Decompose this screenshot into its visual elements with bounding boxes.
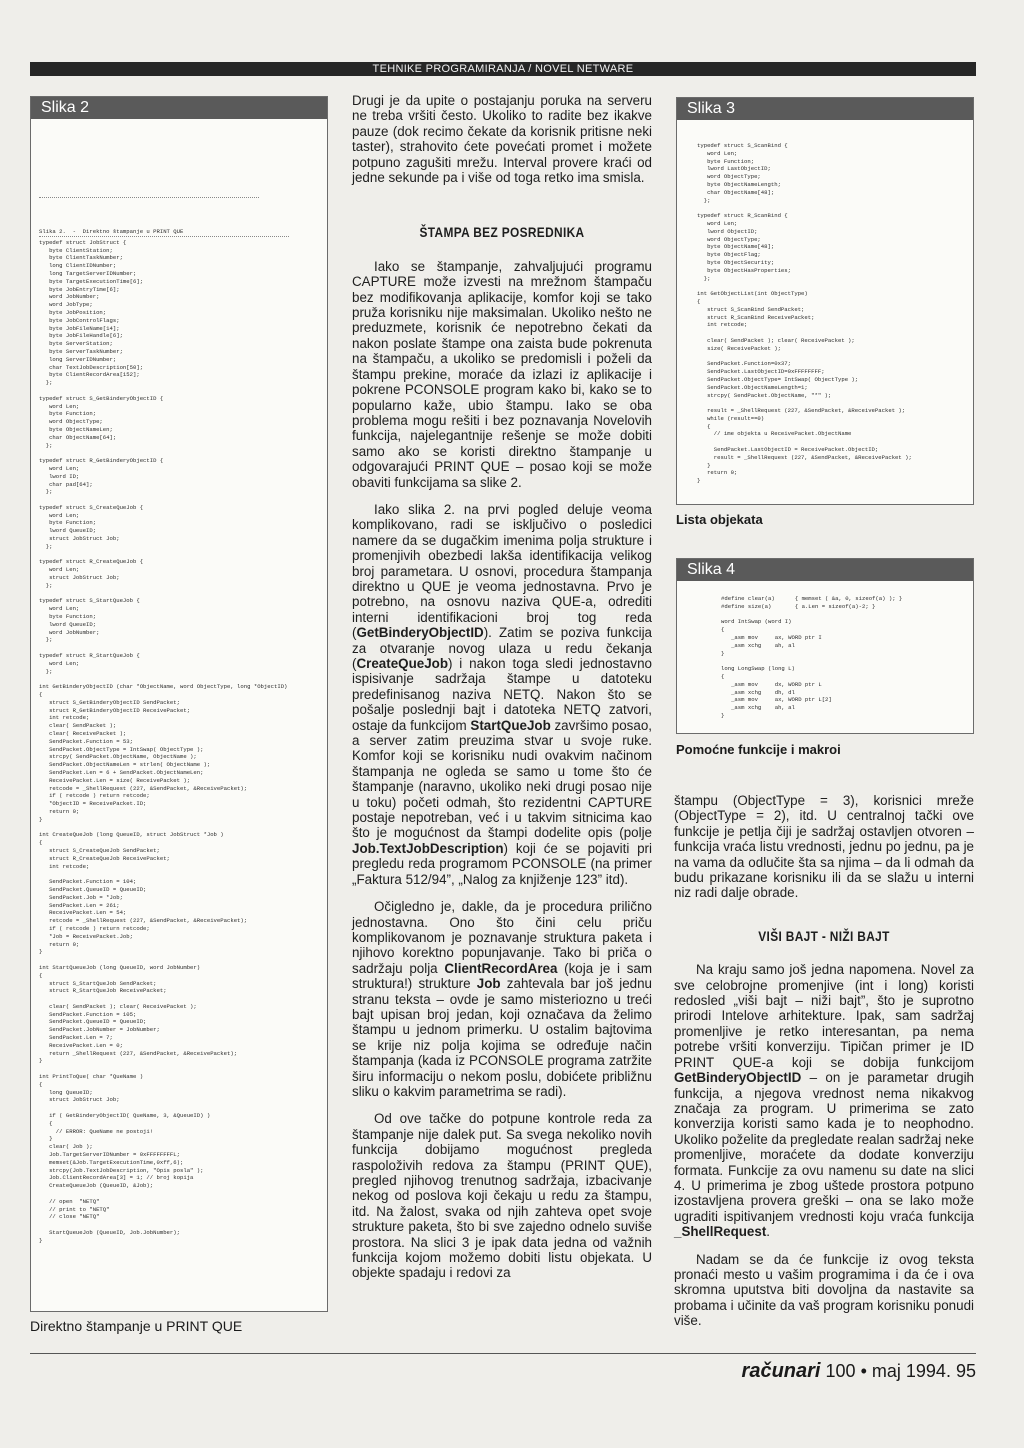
- paragraph: Drugi je da upite o postajanju poruka na serveru ne treba vršiti često. Ukoliko to radite bez ikakve pauze (dok recimo čekate da korisnik pritisne neki taster), strahovito ćete povećati promet i možete potpuno zagušiti mrežu. Interval provere kraći od jedne sekunde pa i više od toga retko ima smisla.: [352, 93, 652, 186]
- page-number: 95: [955, 1361, 976, 1381]
- figure-slika-2: [30, 96, 328, 1312]
- figure-caption: Lista objekata: [676, 512, 763, 527]
- paragraph: Očigledno je, dakle, da je procedura prilično jednostavna. Ono što čini celu priču komplikovanom je poznavanje struktura paketa i njihovo korektno popunjavanje. Tako bi priča o sadržaju polja ClientRecordArea (koja je i sam struktura!) strukture Job zahtevala bar još jednu stranu teksta – ovde je samo misteriozno u treći bajt upisan broj jedan, koji označava da želimo štampu u jednom primerku. U ostalim bajtovima se krije niz polja kojima se određuje način štampanja (kada iz PCONSOLE programa zatržite širu informaciju o nekom poslu, dobićete približnu sliku o kakvim parametrima se radi).: [352, 899, 652, 1099]
- code-heading: Slika 2. - Direktno štampanje u PRINT QUE: [39, 228, 184, 235]
- section-heading: VIŠI BAJT - NIŽI BAJT: [758, 927, 890, 944]
- divider: [39, 236, 289, 237]
- issue-date: maj 1994.: [871, 1361, 951, 1381]
- paragraph: štampu (ObjectType = 3), korisnici mreže (ObjectType = 2), itd. U centralnoj tački ove funkcije je petlja čiji je sadržaj ostavljen otvoren – funkcija vraća listu vrednosti, jednu po jednu, pa je na vama da odlučite šta sa njima – da li odmah da budu prikazane korisniku ili da se slažu u interni niz radi dalje obrade.: [674, 793, 974, 901]
- figure-slika-3: [676, 97, 974, 505]
- code-listing: typedef struct S_ScanBind { word Len; byte Function; lword LastObjectID; word ObjectType; byte ObjectNameLength; char ObjectName[48]; }; typedef struct R_ScanBind { word Len; lword ObjectID; word ObjectType; byte ObjectName[48]; byte ObjectFlag; byte ObjectSecurity; byte ObjectHasProperties; }; int GetObjectList(int ObjectType) { struct S_ScanBind SendPacket; struct R_ScanBind ReceivePacket; int retcode; clear( SendPacket ); clear( ReceivePacket ); size( ReceivePacket ); SendPacket.Function=0x37; SendPacket.LastObjectID=0xFFFFFFFF; SendPacket.ObjectType= IntSwap( ObjectType ); SendPacket.ObjectNameLength=1; strcpy( SendPacket.ObjectName, "*" ); result = _ShellRequest (227, &SendPacket, &ReceivePacket ); while (result==0) { // ime objekta u ReceivePacket.ObjectName SendPacket.LastObjectID = ReceivePacket.ObjectID; result = _ShellRequest (227, &SendPacket, &ReceivePacket ); } return 0; }: [697, 142, 912, 485]
- figure-caption: Direktno štampanje u PRINT QUE: [30, 1318, 243, 1334]
- article-column-right: [674, 793, 974, 1341]
- figure-slika-4: [676, 558, 974, 734]
- figure-title: Slika 2: [31, 97, 327, 119]
- section-heading: ŠTAMPA BEZ POSREDNIKA: [419, 224, 585, 241]
- code-listing: typedef struct JobStruct { byte ClientStation; byte ClientTaskNumber; long ClientIDNumber; long TargetServerIDNumber; byte TargetExecutionTime[6]; byte JobEntryTime[6]; word JobNumber; word JobType; byte JobPosition; byte JobControlFlags; byte JobFileName[14]; byte JobFileHandle[6]; byte ServerStation; byte ServerTaskNumber; long ServerIDNumber; char TextJobDescription[50]; byte ClientRecordArea[152]; }; typedef struct S_GetBinderyObjectID { word Len; byte Function; word ObjectType; byte ObjectNameLen; char ObjectName[64]; }; typedef struct R_GetBinderyObjectID { word Len; lword ID; char pad[64]; }; typedef struct S_CreateQueJob { word Len; byte Function; lword QueueID; struct JobStruct Job; }; typedef struct R_CreateQueJob { word Len; struct JobStruct Job; }; typedef struct S_StartQueJob { word Len; byte Function; lword QueueID; word JobNumber; }; typedef struct R_StartQueJob { word Len; }; int GetBinderyObjectID (char *ObjectName, word ObjectType, long *ObjectID) { struct S_GetBinderyObjectID SendPacket; struct R_GetBinderyObjectID ReceivePacket; int retcode; clear( SendPacket ); clear( ReceivePacket ); SendPacket.Function = 53; SendPacket.ObjectType = IntSwap( ObjectType ); strcpy( SendPacket.ObjectName, ObjectName ); SendPacket.ObjectNameLen = strlen( ObjectName ); SendPacket.Len = 6 + SendPacket.ObjectNameLen; ReceivePacket.Len = size( ReceivePacket ); retcode = _ShellRequest (227, &SendPacket, &ReceivePacket); if ( retcode ) return retcode; *ObjectID = ReceivePacket.ID; return 0; } int CreateQueJob (long QueueID, struct JobStruct *Job ) { struct S_CreateQueJob SendPacket; struct R_CreateQueJob ReceivePacket; int retcode; SendPacket.Function = 104; SendPacket.QueueID = QueueID; SendPacket.Job = *Job; SendPacket.Len = 261; ReceivePacket.Len = 54; retcode = _ShellRequest (227, &SendPacket, &ReceivePacket); if ( retcode ) return retcode; *Job = ReceivePacket.Job; return 0; } int StartQueueJob (long QueueID, word JobNumber) { struct S_StartQueJob SendPacket; struct R_StartQueJob ReceivePacket; clear( SendPacket ); clear( ReceivePacket ); SendPacket.Function = 105; SendPacket.QueueID = QueueID; SendPacket.JobNumber = JobNumber; SendPacket.Len = 7; ReceivePacket.Len = 0; return _ShellRequest (227, &SendPacket, &ReceivePacket); } int PrintToQue( char *QueName ) { long QueueID; struct JobStruct Job; if ( GetBinderyObjectID( QueName, 3, &QueueID) ) { // ERROR: QueName ne postoji! } clear( Job ); Job.TargetServerIDNumber = 0xFFFFFFFFL; memset(&Job.TargetExecutionTime,0xff,6); strcpy(Job.TextJobDescription, "Opis posla" ); Job.ClientRecordArea[3] = 1; // broj kopija CreateQueueJob (QueueID, &Job); // open "NETQ" // print to "NETQ" // close "NETQ" StartQueueJob (QueueID, Job.JobNumber); }: [39, 238, 288, 1244]
- figure-title: Slika 3: [677, 98, 973, 120]
- issue-number: 100: [825, 1361, 856, 1381]
- paragraph: Od ove tačke do potpune kontrole reda za štampanje nije dalek put. Sa svega nekoliko novih funkcija dobijamo mogućnost pregleda raspoloživih redova za štampu (PRINT QUE), pregled njihovog trenutnog sadržaja, izbacivanje nekog od poslova koji čekaju u redu za štampu, itd. Na žalost, svaka od njih zahteva opet svoje strukture paketa, što bi sve zajedno odnelo suviše prostora. Na slici 3 je ipak data jedna od važnih funkcija kojom možemo dobiti listu objekata. U objekte spadaju i redovi za: [352, 1111, 652, 1281]
- figure-caption: Pomoćne funkcije i makroi: [676, 742, 841, 757]
- bullet: •: [860, 1361, 867, 1381]
- footer-rule: [30, 1353, 976, 1354]
- page-footer: [742, 1360, 976, 1383]
- paragraph: Na kraju samo još jedna napomena. Novel za sve celobrojne promenjive (int i long) koristi redosled „viši bajt – niži bajt”, što je suprotno prirodi Intelove arhitekture. Ipak, sam sadržaj promenljive je retko interesantan, pa nema potrebe vršiti konverziju. Tipičan primer je ID PRINT QUE-a koji se dobija funkcijom GetBinderyObjectID – on je parametar drugih funkcija, a njegova vrednost nema nikakvog značaja za program. U primerima se zato konverzija koristi samo kada je to neophodno. Ukoliko poželite da pregledate realan sadržaj neke promenljive, moraćete da dodate konverziju formata. Funkcije za ovu namenu su date na slici 4. U primerima je zbog uštede prostora potpuno izostavljena provera greški – ona se lako može ugraditi ispitivanjem vrednosti koju vraća funkcija _ShellRequest.: [674, 962, 974, 1240]
- article-column-middle: [352, 93, 652, 1293]
- section-header: TEHNIKE PROGRAMIRANJA / NOVEL NETWARE: [30, 62, 976, 76]
- magazine-name: računari: [741, 1360, 821, 1382]
- paragraph: Nadam se da će funkcije iz ovog teksta pronaći mesto u vašim programima i da će i ova skromna uputstva biti dovoljna da nastavite sa probama i učinite da vaš program korisniku ponudi više.: [674, 1251, 974, 1329]
- code-listing: #define clear(a) { memset ( &a, 0, sizeof(a) ); } #define size(a) { a.Len = sizeof(a)-2; } word IntSwap (word I) { _asm mov ax, WORD ptr I _asm xchg ah, al } long LongSwap (long L) { _asm mov dx, WORD ptr L _asm xchg dh, dl _asm mov ax, WORD ptr L[2] _asm xchg ah, al }: [721, 595, 903, 719]
- paragraph: Iako se štampanje, zahvaljujući programu CAPTURE može izvesti na mrežnom štampaču bez modifikovanja aplikacije, komfor koji se tako pruža korisniku nije maksimalan. Ukoliko nešto ne preduzmete, korisnik će nepotrebno čekati da nakon poslate štampe ona zaista bude pokrenuta na štampaču, a ukoliko se predomisli i poželi da štampu prekine, moraće da izlazi iz aplikacije i pokrene PCONSOLE program kako bi, kako se to popularno kaže, ubio štampu. Iako se oba problema mogu rešiti i bez poznavanja Novelovih funkcija, najelegantnije rešenje se može dobiti samo ako se koristi direktno štampanje u odgovarajući PRINT QUE – posao koji se može obaviti funkcijama sa slike 2.: [352, 258, 652, 490]
- paragraph: Iako slika 2. na prvi pogled deluje veoma komplikovano, radi se isključivo o posledici namere da se dugačkim imenima polja strukture i promenjivih obezbedi lakša identifikacija velikog broj parametara. U osnovi, procedura štampanja direktno u QUE je veoma jednostavna. Prvo je potrebno, na osnovu naziva QUE-a, odrediti interni identifikacioni broj tog reda (GetBinderyObjectID). Zatim se poziva funkcija za otvaranje novog ulaza u redu čekanja (CreateQueJob) i nakon toga sledi jednostavno ispisivanje sadržaja štampe u datoteku predefinisanog naziva NETQ. Nakon što se pošalje poslednji bajt i datoteka NETQ zatvori, ostaje da funkcijom StartQueJob završimo posao, a server zatim preuzima stvar u svoje ruke. Komfor koji se korisniku nudi ovakvim načinom štampanja ne ogleda se samo u tome što će štampanje (naravno, ukoliko neki drugi posao nije u toku) početi odmah, što rezidentni CAPTURE postaje nepotreban, već i u takvim sitnicima kao što je mogućnost da štampi dodelite opis (polje Job.TextJobDescription) koji će se pojaviti pri pregledu reda programom PCONSOLE (na primer „Faktura 512/94”, „Nalog za knjiženje 123” itd).: [352, 501, 652, 887]
- figure-title: Slika 4: [677, 559, 973, 581]
